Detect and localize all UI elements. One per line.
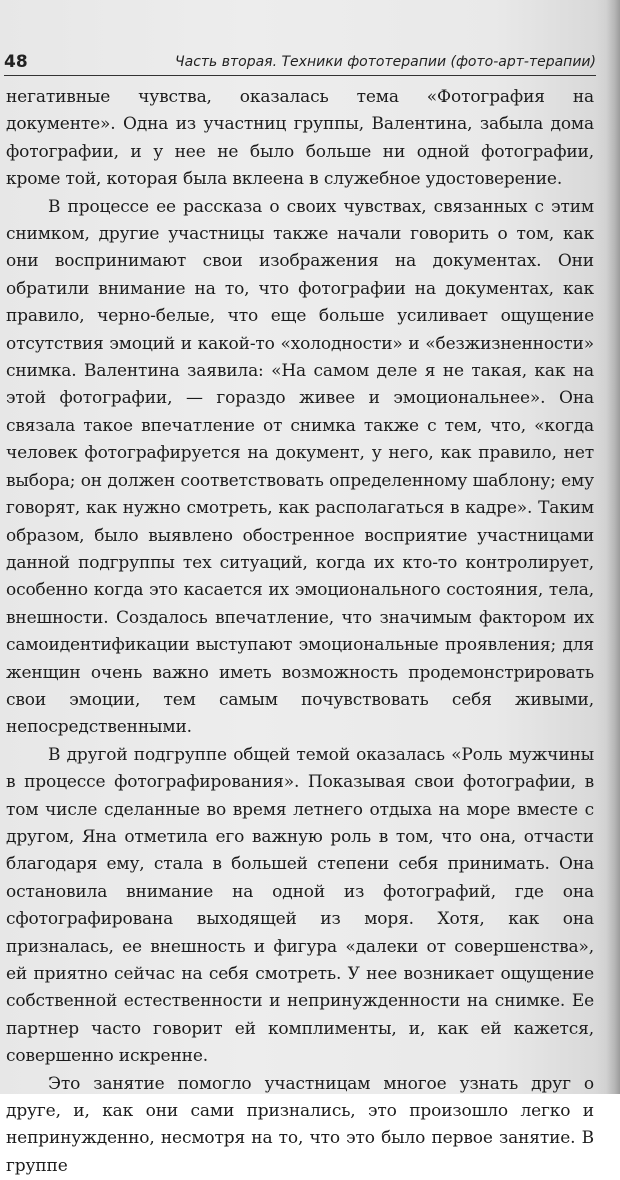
page-header	[4, 52, 596, 78]
body-text	[6, 84, 594, 1180]
paragraph: В процессе ее рассказа о своих чувствах, связанных с этим снимком, другие участницы также начали говорить о том, как они воспринимают свои изображения на документах. Они обратили внимание на то, что фотографии на документах, как правило, черно-белые, что еще больше усиливает ощущение отсутствия эмоций и какой-то «холодности» и «безжизненности» снимка. Валентина заявила: «На самом деле я не такая, как на этой фотографии, — гораздо живее и эмоциональнее». Она связала такое впечатление от снимка также с тем, что, «когда человек фотографируется на документ, у него, как правило, нет выбора; он должен соответствовать определенному шаблону; ему говорят, как нужно смотреть, как располагаться в кадре». Таким образом, было выявлено обостренное восприятие участницами данной подгруппы тех ситуаций, когда их кто-то контролирует, особенно когда это касается их эмоционального состояния, тела, внешности. Создалось впечатление, что значимым фактором их самоидентификации выступают эмоциональные проявления; для женщин очень важно иметь возможность продемонстрировать свои эмоции, тем самым почувствовать себя живыми, непосредственными.	[6, 196, 594, 738]
page-edge-shadow	[606, 0, 620, 1094]
header-rule	[4, 75, 596, 76]
paragraph: негативные чувства, оказалась тема «Фотография на документе». Одна из участниц группы, Валентина, забыла дома фотографии, и у нее не было больше ни одной фотографии, кроме той, которая была вклеена в служебное удостоверение.	[6, 87, 594, 190]
running-title: Часть вторая. Техники фототерапии (фото-арт-терапии)	[175, 54, 596, 70]
paragraph: Это занятие помогло участницам многое узнать друг о друге, и, как они сами признались, это произошло легко и непринужденно, несмотря на то, что это было первое занятие. В группе	[6, 1073, 594, 1176]
paragraph: В другой подгруппе общей темой оказалась «Роль мужчины в процессе фотографирования». Показывая свои фотографии, в том числе сделанные во время летнего отдыха на море вместе с другом, Яна отметила его важную роль в том, что она, отчасти благодаря ему, стала в большей степени себя принимать. Она остановила внимание на одной из фотографий, где она сфотографирована выходящей из моря. Хотя, как она призналась, ее внешность и фигура «далеки от совершенства», ей приятно сейчас на себя смотреть. У нее возникает ощущение собственной естественности и непринужденности на снимке. Ее партнер часто говорит ей комплименты, и, как ей кажется, совершенно искренне.	[6, 744, 594, 1067]
page-number: 48	[4, 52, 28, 72]
